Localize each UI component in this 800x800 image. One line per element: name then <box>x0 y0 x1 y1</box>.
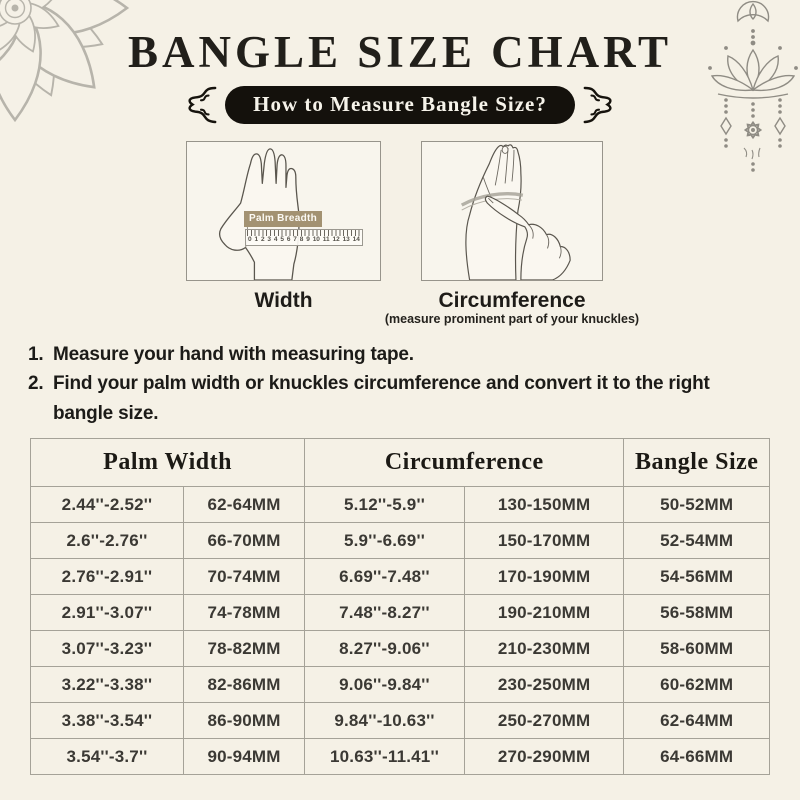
ruler-number: 6 <box>286 236 291 243</box>
table-row <box>31 487 770 523</box>
cell-palm-width-mm: 70-74MM <box>183 559 304 595</box>
cell-palm-width-in: 2.91''-3.07'' <box>31 595 184 631</box>
cell-circumference-in: 7.48''-8.27'' <box>305 595 465 631</box>
cell-palm-width-mm: 78-82MM <box>183 631 304 667</box>
circumference-label: Circumference <box>438 289 586 312</box>
cell-circumference-mm: 230-250MM <box>464 667 624 703</box>
cell-palm-width-in: 2.44''-2.52'' <box>31 487 184 523</box>
cell-circumference-mm: 210-230MM <box>464 631 624 667</box>
cell-palm-width-in: 3.22''-3.38'' <box>31 667 184 703</box>
ruler-number: 13 <box>342 236 350 243</box>
ruler-number: 1 <box>254 236 259 243</box>
ruler-number: 7 <box>293 236 297 243</box>
cell-circumference-mm: 150-170MM <box>464 523 624 559</box>
cell-palm-width-mm: 74-78MM <box>183 595 304 631</box>
table-row <box>31 703 770 739</box>
ruler-number: 0 <box>248 236 252 243</box>
instruction-text: Measure your hand with measuring tape. <box>53 344 414 365</box>
cell-circumference-mm: 250-270MM <box>464 703 624 739</box>
cell-circumference-mm: 190-210MM <box>464 595 624 631</box>
flourish-right-icon <box>582 84 616 126</box>
cell-circumference-in: 8.27''-9.06'' <box>305 631 465 667</box>
cell-circumference-mm: 170-190MM <box>464 559 624 595</box>
circumference-note: (measure prominent part of your knuckles) <box>384 312 640 326</box>
cell-circumference-mm: 270-290MM <box>464 739 624 775</box>
table-row <box>31 595 770 631</box>
cell-bangle-size: 56-58MM <box>624 595 770 631</box>
ruler-number: 10 <box>312 236 320 243</box>
cell-circumference-in: 10.63''-11.41'' <box>305 739 465 775</box>
instruction-number: 1. <box>28 344 44 365</box>
cell-palm-width-in: 2.76''-2.91'' <box>31 559 184 595</box>
ruler-number: 14 <box>352 236 360 243</box>
cell-bangle-size: 52-54MM <box>624 523 770 559</box>
ruler-number: 4 <box>273 236 278 243</box>
table-row <box>31 667 770 703</box>
instruction-text: Find your palm width or knuckles circumference and convert it to the right bangle size. <box>53 373 710 424</box>
ruler-number: 5 <box>280 236 284 243</box>
ruler-number: 2 <box>260 236 265 243</box>
width-label: Width <box>254 289 313 312</box>
how-to-measure-banner: How to Measure Bangle Size? <box>225 86 575 124</box>
ruler-number: 8 <box>299 236 304 243</box>
cell-palm-width-mm: 90-94MM <box>183 739 304 775</box>
page-title: BANGLE SIZE CHART <box>127 27 673 77</box>
instruction-step-2 <box>28 369 752 428</box>
cell-palm-width-in: 3.54''-3.7'' <box>31 739 184 775</box>
width-illustration <box>186 141 381 281</box>
instruction-number: 2. <box>28 373 44 395</box>
ruler-number: 11 <box>322 236 330 243</box>
ruler-number: 12 <box>332 236 340 243</box>
ruler-number: 9 <box>306 236 310 243</box>
banner-row <box>0 85 800 125</box>
cell-circumference-in: 5.9''-6.69'' <box>305 523 465 559</box>
table-row <box>31 559 770 595</box>
cell-bangle-size: 54-56MM <box>624 559 770 595</box>
cell-circumference-mm: 130-150MM <box>464 487 624 523</box>
ruler-numbers <box>246 236 362 244</box>
size-chart-table <box>30 438 770 775</box>
table-row <box>31 739 770 775</box>
cell-bangle-size: 60-62MM <box>624 667 770 703</box>
cell-bangle-size: 62-64MM <box>624 703 770 739</box>
table-row <box>31 523 770 559</box>
cell-palm-width-mm: 82-86MM <box>183 667 304 703</box>
cell-palm-width-mm: 66-70MM <box>183 523 304 559</box>
table-row <box>31 631 770 667</box>
cell-circumference-in: 9.84''-10.63'' <box>305 703 465 739</box>
circumference-illustration <box>421 141 603 281</box>
cell-palm-width-in: 3.07''-3.23'' <box>31 631 184 667</box>
cell-circumference-in: 6.69''-7.48'' <box>305 559 465 595</box>
ruler-number: 3 <box>267 236 272 243</box>
cell-bangle-size: 64-66MM <box>624 739 770 775</box>
cell-palm-width-mm: 62-64MM <box>183 487 304 523</box>
cell-circumference-in: 5.12''-5.9'' <box>305 487 465 523</box>
pinched-hand-icon <box>422 142 602 280</box>
cell-circumference-in: 9.06''-9.84'' <box>305 667 465 703</box>
ruler <box>245 229 363 246</box>
header-bangle-size: Bangle Size <box>624 439 770 487</box>
cell-bangle-size: 58-60MM <box>624 631 770 667</box>
cell-bangle-size: 50-52MM <box>624 487 770 523</box>
header-circumference: Circumference <box>305 439 624 487</box>
header-palm-width: Palm Width <box>31 439 305 487</box>
instruction-step-1 <box>28 340 752 369</box>
instructions <box>28 340 752 428</box>
palm-breadth-tape-label: Palm Breadth <box>244 211 322 227</box>
table-header-row <box>31 439 770 487</box>
cell-palm-width-mm: 86-90MM <box>183 703 304 739</box>
cell-palm-width-in: 3.38''-3.54'' <box>31 703 184 739</box>
cell-palm-width-in: 2.6''-2.76'' <box>31 523 184 559</box>
flourish-left-icon <box>184 84 218 126</box>
